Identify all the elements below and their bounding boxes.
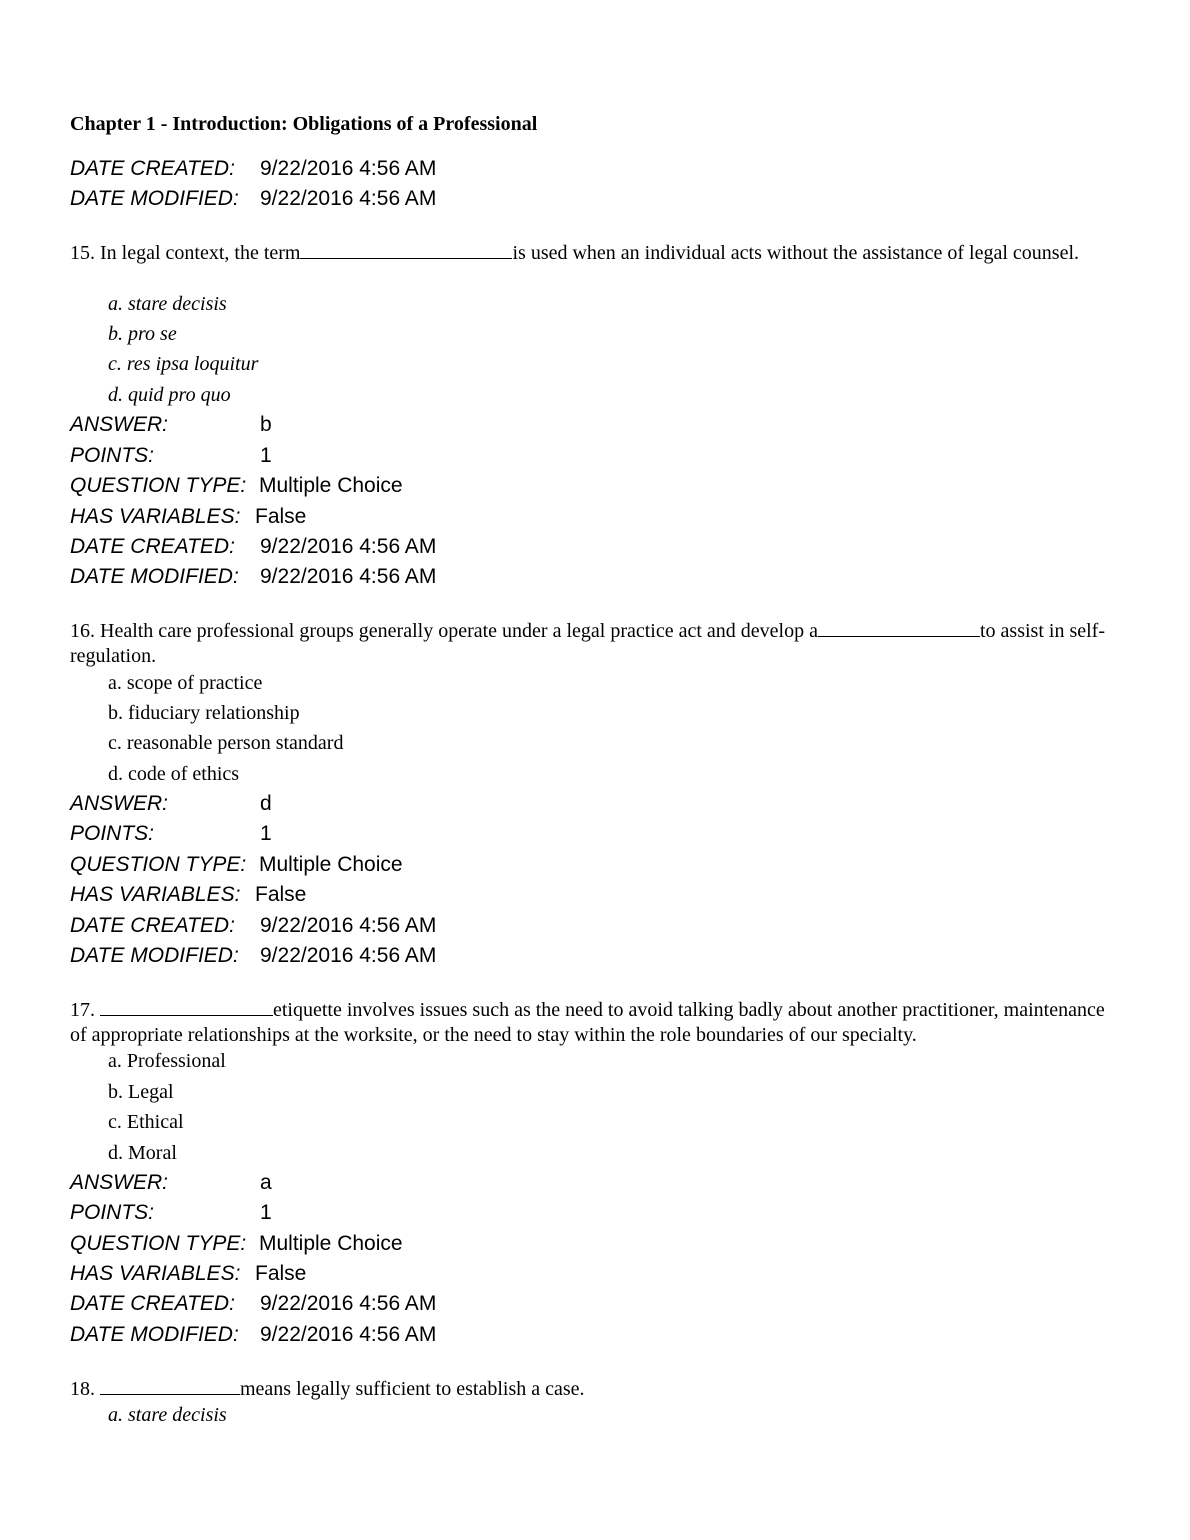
has-variables-row [70, 1259, 306, 1289]
date-modified-row [70, 941, 436, 971]
question-type-value: Multiple Choice [259, 1232, 403, 1255]
points-row [70, 819, 272, 849]
has-variables-value: False [255, 505, 307, 528]
question-text-before: Health care professional groups generally operate under a legal practice act and develop a [100, 620, 818, 642]
has-variables-value: False [255, 1262, 307, 1285]
answer-blank [100, 1376, 240, 1395]
date-modified-value: 9/22/2016 4:56 AM [260, 944, 437, 967]
date-created-label: DATE CREATED: [70, 1292, 235, 1315]
question-text [70, 240, 1120, 266]
date-created-label: DATE CREATED: [70, 157, 235, 180]
answer-label: ANSWER: [70, 413, 169, 436]
points-row [70, 441, 272, 471]
date-modified-row [70, 562, 436, 592]
date-modified-value: 9/22/2016 4:56 AM [260, 565, 437, 588]
header-date-modified [70, 184, 436, 214]
question-text [70, 1376, 1120, 1402]
answer-label: ANSWER: [70, 1171, 169, 1194]
answer-blank [818, 618, 980, 637]
date-created-row [70, 532, 436, 562]
question-text [70, 618, 1120, 669]
date-created-label: DATE CREATED: [70, 535, 235, 558]
answer-row [70, 789, 272, 819]
date-modified-label: DATE MODIFIED: [70, 1323, 239, 1346]
question-type-row [70, 471, 403, 501]
date-modified-row [70, 1320, 436, 1350]
option-b: b. pro se [108, 323, 177, 345]
has-variables-label: HAS VARIABLES: [70, 1262, 241, 1285]
points-value: 1 [260, 822, 272, 845]
question-type-row [70, 1229, 403, 1259]
answer-value: a [260, 1171, 272, 1194]
has-variables-row [70, 502, 306, 532]
option-a: a. stare decisis [108, 293, 227, 315]
question-number: 15. [70, 242, 95, 264]
date-created-row [70, 1289, 436, 1319]
date-modified-value: 9/22/2016 4:56 AM [260, 1323, 437, 1346]
question-type-row [70, 850, 403, 880]
answer-label: ANSWER: [70, 792, 169, 815]
points-label: POINTS: [70, 444, 155, 467]
answer-row [70, 410, 272, 440]
date-modified-label: DATE MODIFIED: [70, 944, 239, 967]
question-number: 18. [70, 1378, 95, 1400]
option-d: d. quid pro quo [108, 384, 231, 406]
answer-blank [300, 240, 512, 259]
points-label: POINTS: [70, 1201, 155, 1224]
option-b: b. Legal [108, 1081, 174, 1103]
option-c: c. reasonable person standard [108, 732, 344, 754]
date-modified-label: DATE MODIFIED: [70, 187, 239, 210]
date-modified-value: 9/22/2016 4:56 AM [260, 187, 437, 210]
question-number: 16. [70, 620, 95, 642]
points-label: POINTS: [70, 822, 155, 845]
option-a: a. Professional [108, 1050, 226, 1072]
has-variables-label: HAS VARIABLES: [70, 883, 241, 906]
option-b: b. fiduciary relationship [108, 702, 300, 724]
question-text-after: means legally sufficient to establish a case. [240, 1378, 585, 1400]
question-type-label: QUESTION TYPE: [70, 1232, 247, 1255]
option-d: d. code of ethics [108, 763, 240, 785]
question-text-after: is used when an individual acts without the assistance of legal counsel. [512, 242, 1080, 264]
points-value: 1 [260, 444, 272, 467]
header-date-created [70, 154, 436, 184]
question-text-before: In legal context, the term [100, 242, 301, 264]
chapter-title: Chapter 1 - Introduction: Obligations of a Professional [70, 113, 538, 135]
question-type-value: Multiple Choice [259, 853, 403, 876]
answer-row [70, 1168, 272, 1198]
date-created-value: 9/22/2016 4:56 AM [260, 535, 437, 558]
question-number: 17. [70, 999, 95, 1021]
has-variables-label: HAS VARIABLES: [70, 505, 241, 528]
option-a: a. scope of practice [108, 672, 263, 694]
date-modified-label: DATE MODIFIED: [70, 565, 239, 588]
date-created-row [70, 911, 436, 941]
date-created-label: DATE CREATED: [70, 914, 235, 937]
question-text [70, 997, 1120, 1048]
question-text-after: to assist in self-regulation. [70, 620, 1105, 667]
points-value: 1 [260, 1201, 272, 1224]
question-type-label: QUESTION TYPE: [70, 853, 247, 876]
answer-value: d [260, 792, 272, 815]
option-a: a. stare decisis [108, 1404, 227, 1426]
option-c: c. res ipsa loquitur [108, 353, 259, 375]
date-created-value: 9/22/2016 4:56 AM [260, 914, 437, 937]
has-variables-row [70, 880, 306, 910]
question-text-after: etiquette involves issues such as the need to avoid talking badly about another practitioner, maintenance of appropriate relationships at the worksite, or the need to stay within the role boundaries of our specialty. [70, 999, 1105, 1046]
date-created-value: 9/22/2016 4:56 AM [260, 157, 437, 180]
answer-blank [100, 997, 273, 1016]
option-c: c. Ethical [108, 1111, 184, 1133]
option-d: d. Moral [108, 1142, 177, 1164]
points-row [70, 1198, 272, 1228]
question-type-value: Multiple Choice [259, 474, 403, 497]
has-variables-value: False [255, 883, 307, 906]
answer-value: b [260, 413, 272, 436]
question-type-label: QUESTION TYPE: [70, 474, 247, 497]
date-created-value: 9/22/2016 4:56 AM [260, 1292, 437, 1315]
